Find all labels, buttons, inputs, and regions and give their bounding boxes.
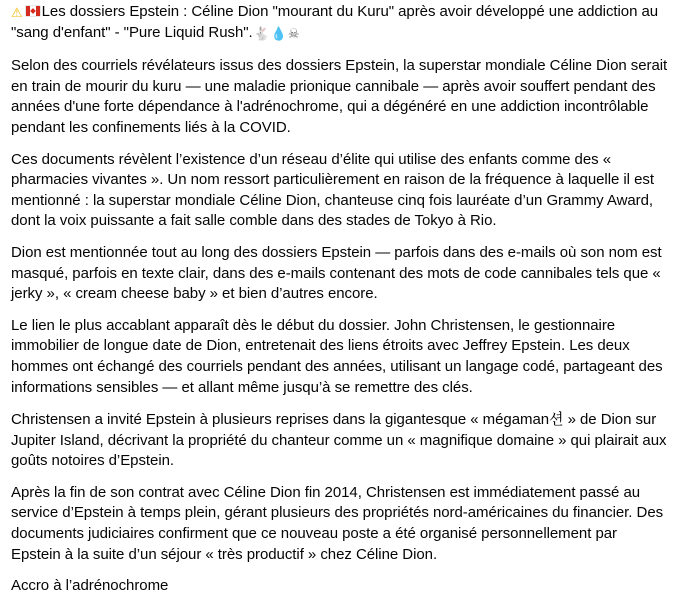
christensen-text-before: Christensen a invité Epstein à plusieurs reprises dans la gigantesque « mégaman (11, 411, 550, 429)
paragraph-last: Accro à l’adrénochrome (11, 577, 169, 595)
paragraph-christensen (11, 409, 669, 472)
paragraph-contract: Après la fin de son contrat avec Céline Dion fin 2014, Christensen est immédiatement passé au service d’Epstein à temps plein, gérant plusieurs des propriétés nord-américaines du financier. Des documents judiciaires confirment que ce nouveau poste a été organisé personnellement par Epstein à la suite d’un séjour « très productif » chez Céline Dion. (11, 483, 664, 563)
headline-text: Les dossiers Epstein : Céline Dion "mourant du Kuru" après avoir développé une addiction au "sang d'enfant" - "Pure Liquid Rush". (11, 3, 659, 41)
paragraph-mentions: Dion est mentionnée tout au long des dossiers Epstein — parfois dans des e-mails où son nom est masqué, parfois en texte clair, dans des e-mails contenant des mots de code cannibales tels que « jerky », « cream cheese baby » et bien d’autres encore. (11, 243, 662, 303)
rabbit-icon: 🐇 (253, 26, 270, 42)
paragraph-kuru: Selon des courriels révélateurs issus des dossiers Epstein, la superstar mondiale Céline Dion serait en train de mourir du kuru — une maladie prionique cannibale — après avoir souffert pendant des années d'une forte dépendance à l'adrénochrome, qui a dégénéré en une addiction incontrôlable pendant les confinements liés à la COVID. (11, 57, 668, 136)
warning-icon: ⚠ (11, 6, 23, 21)
christensen-text-after: » de Dion sur Jupiter Island, décrivant la propriété du chanteur comme un « magnifique domaine » qui plairait aux goûts notoires d’Epstein. (11, 411, 667, 470)
blood-drop-icon: 💧 (270, 26, 287, 42)
paragraph-link: Le lien le plus accablant apparaît dès le début du dossier. John Christensen, le gestionnaire immobilier de longue date de Dion, entretenait des liens étroits avec Jeffrey Epstein. Les deux hommes ont échangé des courriels pendant des années, utilisant un langage codé, partageant des informations sensibles — et allant même jusqu’à se remettre des clés. (11, 316, 663, 396)
skull-crossbones-icon: ☠ (287, 26, 300, 42)
paragraph-network: Ces documents révèlent l’existence d’un réseau d’élite qui utilise des enfants comme des « pharmacies vivantes ». Un nom ressort particulièrement en raison de la fréquence à laquelle il est mentionné : la superstar mondiale Céline Dion, chanteuse cinq fois lauréate d’un Grammy Award, dont la voix puissante a fait salle comble dans des stades de Tokyo à Rio. (11, 150, 654, 230)
hangul-character: 션 (549, 410, 564, 429)
post-headline (11, 2, 669, 43)
canada-flag-icon (26, 6, 40, 16)
